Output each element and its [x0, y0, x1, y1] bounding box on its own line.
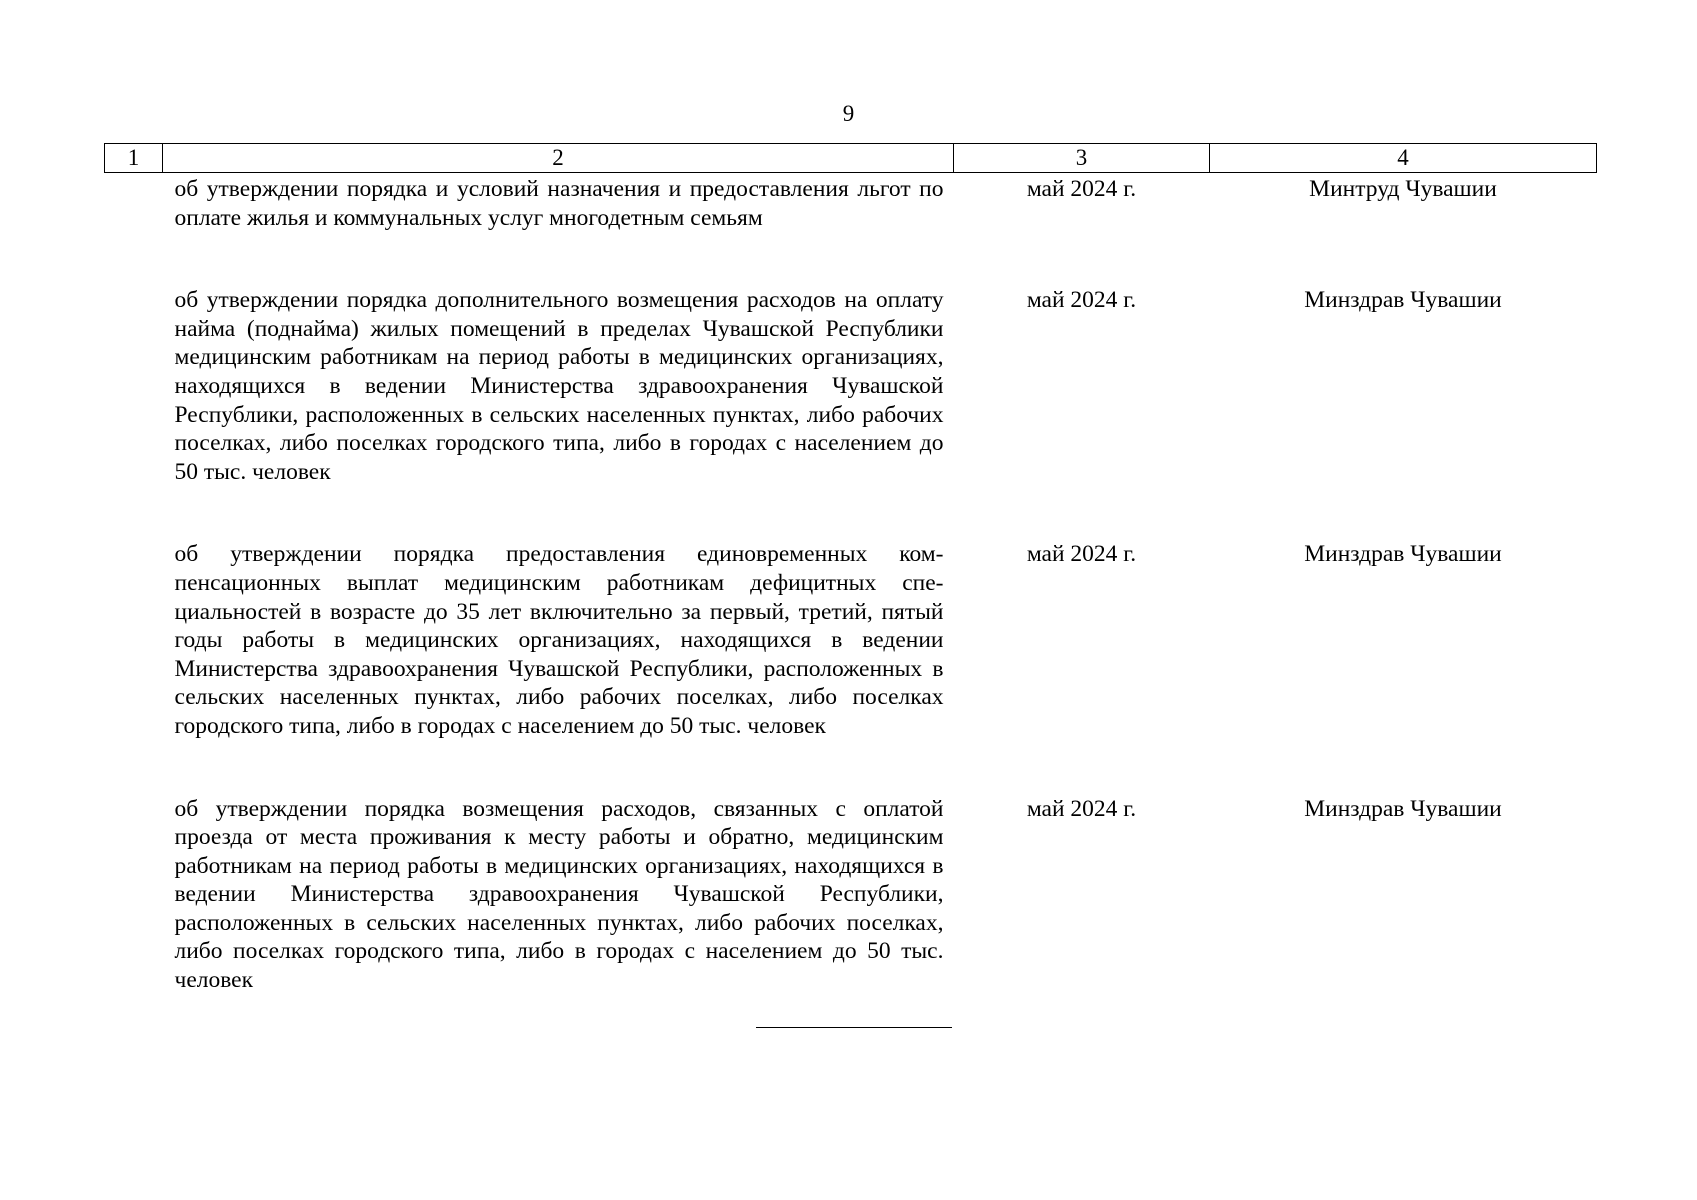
column-header-4: 4: [1210, 144, 1597, 173]
row-number: [105, 284, 163, 538]
row-number: [105, 173, 163, 285]
row-description: об утверждении порядка дополнительного возмещения расходов на оплату найма (поднайма) жилых помещений в пределах Чувашской Республики медицинским работникам на период работы в медицинских организациях, находящихся в ведении Министерства здравоохранения Чувашской Республики, расположенных в сельских населенных пунктах, либо рабочих поселках, либо поселках городского типа, либо в городах с населением до 50 тыс. человек: [174, 287, 944, 485]
row-responsible: Минздрав Чувашии: [1304, 795, 1502, 822]
table-header-row: [105, 144, 1597, 173]
table-row: [105, 538, 1597, 792]
row-deadline: май 2024 г.: [1026, 287, 1137, 314]
table-row: [105, 173, 1597, 285]
row-deadline: май 2024 г.: [1026, 541, 1137, 568]
plan-table: [104, 143, 1597, 995]
row-number: [105, 793, 163, 995]
end-of-document-line: [756, 1027, 952, 1028]
row-description: об утверждении порядка предоставления единовременных компенсационных выплат медицинским работникам дефицитных специальностей в возрасте до 35 лет включительно за первый, третий, пятый годы работы в медицинских организациях, находящихся в ведении Министерства здравоохранения Чувашской Республики, расположенных в сельских населенных пунктах, либо рабочих поселках, либо поселках городского типа, либо в городах с населением до 50 тыс. человек: [174, 541, 944, 739]
table-row: [105, 793, 1597, 995]
table-row: [105, 284, 1597, 538]
column-header-3: 3: [954, 144, 1210, 173]
column-header-1: 1: [105, 144, 163, 173]
row-deadline: май 2024 г.: [1026, 795, 1137, 822]
page-number: 9: [842, 101, 855, 126]
row-responsible: Минздрав Чувашии: [1304, 541, 1502, 568]
column-header-2: 2: [163, 144, 954, 173]
row-responsible: Минздрав Чувашии: [1304, 287, 1502, 314]
row-deadline: май 2024 г.: [1026, 176, 1137, 202]
row-responsible: Минтруд Чувашии: [1309, 176, 1497, 202]
row-description: об утверждении порядка возмещения расходов, связанных с оплатой проезда от места проживания к месту работы и обратно, медицинским работникам на период работы в медицинских организациях, находящихся в ведении Министерства здравоохранения Чувашской Республики, расположенных в сельских населенных пунктах, либо рабочих поселках, либо поселках городского типа, либо в городах с населением до 50 тыс. человек: [174, 795, 944, 994]
row-number: [105, 538, 163, 792]
row-description: об утверждении порядка и условий назначения и предоставления льгот по оплате жилья и коммунальных услуг многодетным семьям: [174, 176, 944, 231]
